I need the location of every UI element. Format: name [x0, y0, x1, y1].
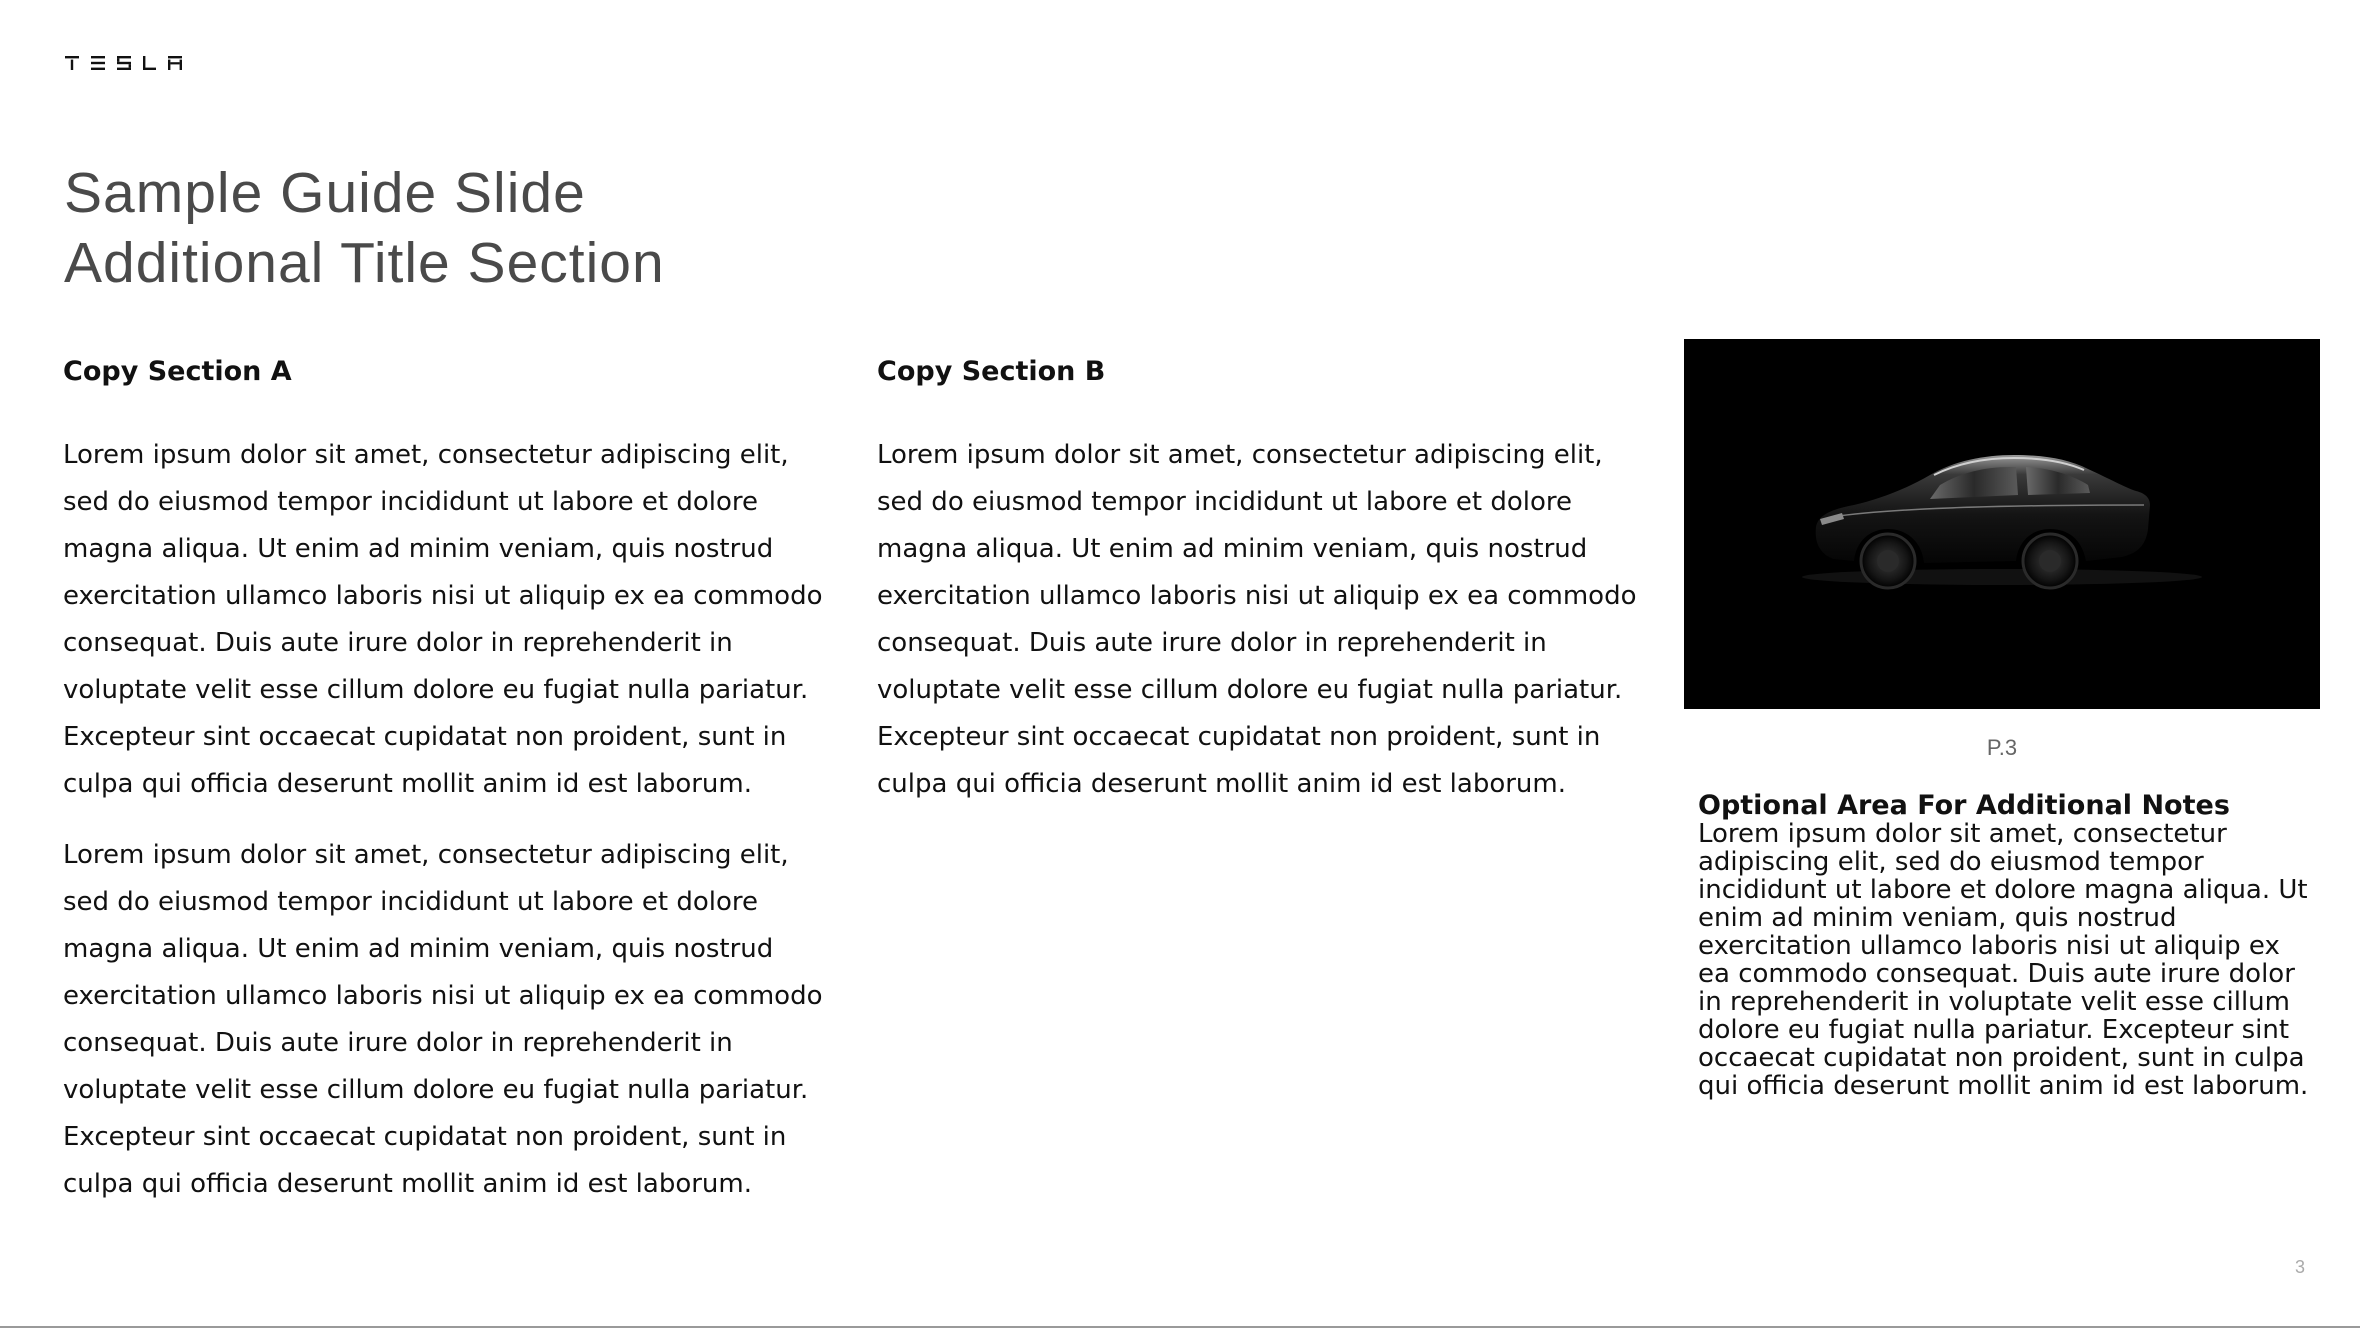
tesla-logo [65, 56, 185, 70]
photo-caption: P.3 [1986, 735, 2018, 760]
additional-notes-heading: Optional Area For Additional Notes [1698, 790, 2230, 821]
copy-section-a-heading: Copy Section A [63, 356, 292, 387]
additional-notes-body: Lorem ipsum dolor sit amet, consectetur adipiscing elit, sed do eiusmod tempor incididunt ut labore et dolore magna aliqua. Ut enim ad minim veniam, quis nostrud exercitation ullamco laboris nisi ut aliquip ex ea commodo consequat. Duis aute irure dolor in reprehenderit in voluptate velit esse cillum dolore eu fugiat nulla pariatur. Excepteur sint occaecat cupidatat non proident, sunt in culpa qui officia deserunt mollit anim id est laborum. [1698, 819, 2309, 1101]
slide-title [64, 158, 1064, 298]
car-photo [1684, 339, 2320, 709]
car-icon [1684, 339, 2320, 709]
copy-section-b-paragraph-1: Lorem ipsum dolor sit amet, consectetur adipiscing elit, sed do eiusmod tempor incididunt ut labore et dolore magna aliqua. Ut enim ad minim veniam, quis nostrud exercitation ullamco laboris nisi ut aliquip ex ea commodo consequat. Duis aute irure dolor in reprehenderit in voluptate velit esse cillum dolore eu fugiat nulla pariatur. Excepteur sint occaecat cupidatat non proident, sunt in culpa qui officia deserunt mollit anim id est laborum. [877, 440, 1637, 799]
page-number: 3 [2294, 1257, 2305, 1277]
slide-title-line-2: Additional Title Section [64, 231, 665, 295]
copy-section-b-heading: Copy Section B [877, 356, 1106, 387]
slide-title-line-1: Sample Guide Slide [64, 161, 586, 225]
copy-section-b [877, 350, 1647, 832]
additional-notes [1698, 792, 2310, 1100]
copy-section-a-paragraph-1: Lorem ipsum dolor sit amet, consectetur adipiscing elit, sed do eiusmod tempor incididunt ut labore et dolore magna aliqua. Ut enim ad minim veniam, quis nostrud exercitation ullamco laboris nisi ut aliquip ex ea commodo consequat. Duis aute irure dolor in reprehenderit in voluptate velit esse cillum dolore eu fugiat nulla pariatur. Excepteur sint occaecat cupidatat non proident, sunt in culpa qui officia deserunt mollit anim id est laborum. [63, 440, 823, 799]
copy-section-a [63, 350, 833, 1232]
copy-section-a-paragraph-2: Lorem ipsum dolor sit amet, consectetur adipiscing elit, sed do eiusmod tempor incididunt ut labore et dolore magna aliqua. Ut enim ad minim veniam, quis nostrud exercitation ullamco laboris nisi ut aliquip ex ea commodo consequat. Duis aute irure dolor in reprehenderit in voluptate velit esse cillum dolore eu fugiat nulla pariatur. Excepteur sint occaecat cupidatat non proident, sunt in culpa qui officia deserunt mollit anim id est laborum. [63, 840, 823, 1199]
